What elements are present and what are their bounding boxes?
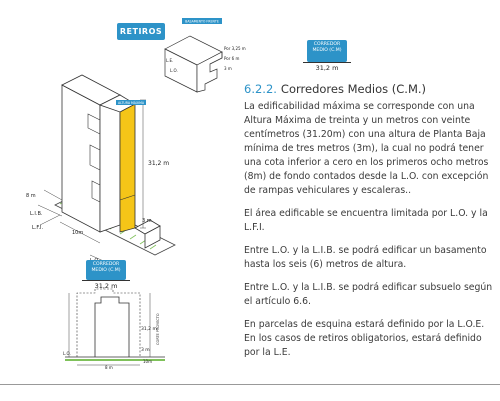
section-label-ten: 10m	[143, 359, 152, 364]
label-sm-top: Por 3,25 m	[224, 46, 246, 51]
label-depth: 8 m	[26, 193, 36, 199]
section-number: 6.2.2.	[244, 82, 277, 96]
paragraph-5: En parcelas de esquina estará definido por la L.O.E. En los casos de retiros obligatorios, estará definido por la L.E.	[244, 319, 485, 358]
paragraph-2: El área edificable se encuentra limitada por L.O. y la L.F.I.	[244, 208, 488, 233]
section-label-eight: 8 m	[105, 365, 113, 370]
label-sm-mid: Por 6 m	[224, 56, 240, 61]
section-text	[244, 82, 494, 369]
label-height: 31,2 m	[148, 160, 170, 167]
label-base: 3 m	[142, 218, 152, 224]
section-label-height: 31,2 m	[141, 327, 157, 332]
section-label-base: 3 m	[141, 348, 150, 353]
section-label-lo: L.O.	[63, 351, 71, 356]
paragraph-3: Entre L.O. y la L.I.B. se podrá edificar un basamento hasta los seis (6) metros de altura.	[244, 245, 487, 270]
section-heading	[244, 82, 494, 97]
label-sm-le: L.E.	[166, 58, 174, 63]
label-sm-lo: L.O.	[170, 68, 178, 73]
section-title: Corredores Medios (C.M.)	[280, 82, 427, 96]
corredor-height-value: 31,2 m	[303, 62, 351, 72]
corredor-tag2-line1: CORREDOR	[92, 262, 120, 267]
bottom-rule	[0, 384, 500, 385]
label-lib: L.I.B.	[30, 211, 43, 217]
small-tag-mid: ALTURA MÁXIMA	[117, 101, 145, 105]
retiros-tag: RETIROS	[117, 23, 165, 40]
paragraph-1: La edificabilidad máxima se corresponde con una Altura Máxima de treinta y un metros con veinte centímetros (31.20m) con una altura de Planta Baja mínima de tres metros (3m), la cual no podrá tener una cota inferior a cero en los primeros ocho metros (8m) de fondo contados desde la L.O. con excepción de rampas vehiculares y escaleras..	[244, 101, 489, 196]
building-left-face	[62, 85, 100, 232]
corredor-tag-line1: CORREDOR	[313, 42, 341, 47]
small-tag-top: BASAMENTO FRENTE	[185, 19, 219, 24]
section-label-cut: CORTE PROYECTO	[156, 313, 160, 345]
building-front-face	[100, 95, 120, 232]
corredor-medio-tag	[307, 40, 347, 62]
yellow-facade	[120, 104, 135, 232]
corredor-medio-tag-2	[86, 260, 126, 280]
label-lfi: L.F.I.	[32, 225, 44, 231]
paragraph-4: Entre L.O. y la L.I.B. se podrá edificar subsuelo según el artículo 6.6.	[244, 282, 493, 307]
label-sm-low: 3 m	[224, 66, 232, 71]
corredor-height-value-2: 31,2 m	[82, 280, 130, 290]
corredor-tag2-line2: MEDIO (C.M)	[91, 268, 121, 273]
label-ten: 10m	[72, 230, 84, 236]
corredor-tag-line2: MEDIO (C.M)	[312, 48, 342, 53]
section-diagram	[55, 285, 180, 370]
